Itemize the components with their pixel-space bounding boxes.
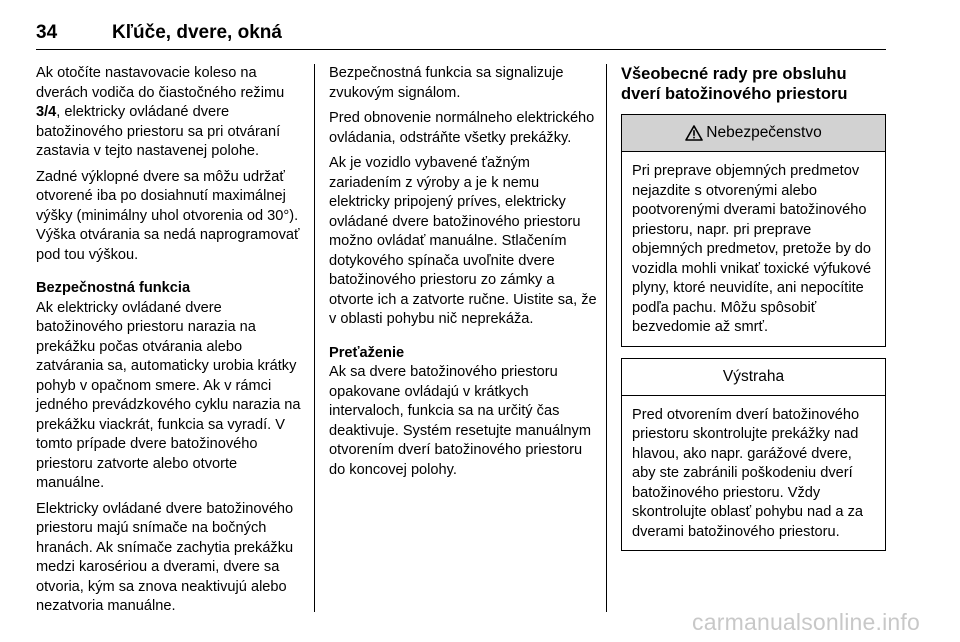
- danger-box-body: Pri preprave objemných predmetov nejazdite s otvorenými alebo pootvorenými dverami batožinového priestoru, napr. pri preprave objemných predmetov, pretože by do vozidla mohli vnikať toxické výfukové plyny, ktoré neuvidíte, ani nepocítite podľa pachu. Môžu spôsobiť bezvedomie až smrť.: [632, 163, 872, 335]
- column-right: [621, 64, 886, 562]
- danger-box: [621, 114, 886, 347]
- paragraph-partial-mode: Ak otočíte nastavovacie koleso na dverách vodiča do čiastočného režimu 3/4, elektricky ovládané dvere batožinového priestoru sa pri otváraní zastavia v tejto nastavenej polohe.: [36, 65, 285, 159]
- danger-box-header: [622, 115, 885, 152]
- warning-box: [621, 358, 886, 552]
- heading-safety-function: Bezpečnostná funkcia: [36, 280, 191, 296]
- paragraph-trailer: Ak je vozidlo vybavené ťažným zariadením z výroby a je k nemu elektricky pripojený príves, elektricky ovládané dvere batožinového priestoru možno ovládať manuálne. Stlačením dotykového spínača uvoľnite dvere batožinového priestoru zo zámky a otvorte ich a zatvorte ručne. Uistite sa, že v oblasti pohybu nič neprekáža.: [329, 155, 597, 327]
- heading-overload: Preťaženie: [329, 344, 405, 361]
- heading-general-advice: Všeobecné rady pre obsluhu dverí batožinového priestoru: [621, 65, 848, 103]
- column-middle: [329, 64, 597, 486]
- column-left: [36, 64, 306, 623]
- paragraph-audio-signal: Bezpečnostná funkcia sa signalizuje zvukovým signálom.: [329, 65, 564, 101]
- header-rule: [36, 49, 886, 50]
- paragraph-safety-function: Ak elektricky ovládané dvere batožinového priestoru narazia na prekážku počas otvárania alebo zatvárania sa, automaticky urobia krátky pohyb v opačnom smere. Ak v rámci jedného prevádzkového cyklu narazia na prekážku viackrát, funkcia sa vyradí. V tomto prípade dvere batožinového priestoru zatvorte alebo otvorte manuálne.: [36, 299, 301, 491]
- warning-box-title: Výstraha: [722, 367, 785, 385]
- danger-box-title: Nebezpečenstvo: [706, 124, 822, 142]
- page-header: [36, 14, 886, 50]
- paragraph-sensors: Elektricky ovládané dvere batožinového priestoru majú snímače na bočných hranách. Ak snímače zachytia prekážku medzi karosériou a dverami, dvere sa otvoria, kým sa znova neaktivujú alebo nezatvoria manuálne.: [36, 500, 294, 614]
- warning-box-body: Pred otvorením dverí batožinového priestoru skontrolujte prekážky nad hlavou, ako napr. garážové dvere, aby ste zabránili poškodeniu dverí batožinového priestoru. Vždy skontrolujte oblasť pohybu nad a za dverami batožinového priestoru.: [632, 406, 864, 540]
- paragraph-remove-obstacles: Pred obnovenie normálneho elektrického ovládania, odstráňte všetky prekážky.: [329, 110, 595, 146]
- page-title: Kľúče, dvere, okná: [112, 22, 282, 43]
- paragraph-opening-height: Zadné výklopné dvere sa môžu udržať otvorené iba po dosiahnutí maximálnej výšky (minimálny uhol otvorenia od 30°). Výška otvárania sa nedá naprogramovať pod tou výškou.: [36, 168, 300, 263]
- page-number: 34: [36, 22, 58, 43]
- column-divider-2: [606, 64, 607, 612]
- column-divider-1: [314, 64, 315, 612]
- watermark: carmanualsonline.info: [692, 609, 920, 635]
- warning-box-header: [622, 359, 885, 396]
- mode-label: 3/4: [36, 104, 57, 120]
- paragraph-overload: Ak sa dvere batožinového priestoru opakovane ovládajú v krátkych intervaloch, funkcia sa na určitý čas deaktivuje. Systém resetujte manuálnym otvorením dverí batožinového priestoru do koncovej polohy.: [329, 364, 591, 478]
- warning-triangle-icon: [685, 125, 703, 141]
